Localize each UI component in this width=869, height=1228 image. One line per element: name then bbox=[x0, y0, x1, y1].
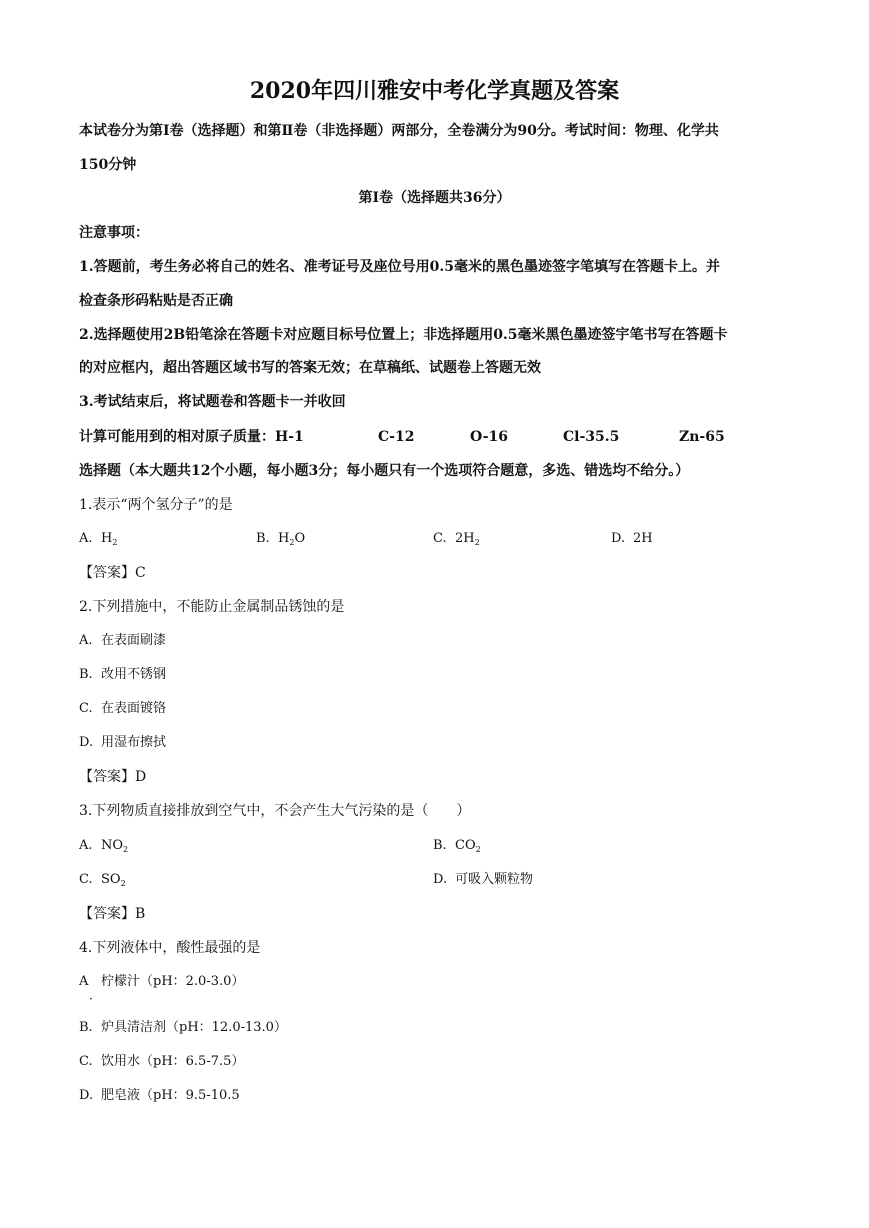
option-key: B. bbox=[256, 531, 270, 546]
option-text: SO bbox=[101, 872, 121, 887]
atomic-mass-c: C-12 bbox=[378, 429, 415, 445]
question-2-answer: 【答案】D bbox=[79, 769, 147, 785]
option-key: A. bbox=[79, 838, 93, 853]
question-1-option-d bbox=[611, 529, 653, 549]
option-tail: O bbox=[294, 531, 306, 546]
question-2-stem: 2.下列措施中，不能防止金属制品锈蚀的是 bbox=[79, 599, 345, 615]
question-3-option-d bbox=[433, 870, 533, 890]
option-subscript: 2 bbox=[123, 845, 129, 854]
option-text: CO bbox=[455, 838, 476, 853]
question-1-option-c bbox=[433, 529, 480, 549]
option-text: H bbox=[101, 531, 113, 546]
option-text: 在表面刷漆 bbox=[101, 633, 167, 648]
atomic-mass-cl: Cl-35.5 bbox=[563, 429, 620, 445]
note-2-line-2: 的对应框内，超出答题区域书写的答案无效；在草稿纸、试题卷上答题无效 bbox=[79, 360, 541, 376]
stray-dot-mark: · bbox=[89, 992, 93, 1006]
question-3-answer: 【答案】B bbox=[79, 906, 146, 922]
question-4-stem: 4.下列液体中，酸性最强的是 bbox=[79, 940, 261, 956]
option-key: A. bbox=[79, 633, 93, 648]
option-text: 肥皂液（pH：9.5-10.5 bbox=[101, 1088, 240, 1103]
question-4-option-a bbox=[79, 972, 244, 992]
option-key: D. bbox=[611, 531, 626, 546]
intro-line-2: 150分钟 bbox=[79, 157, 137, 173]
choice-section-intro: 选择题（本大题共12个小题，每小题3分；每小题只有一个选项符合题意，多选、错选均不给分。） bbox=[79, 463, 690, 479]
option-key: D. bbox=[79, 735, 94, 750]
question-4-option-c bbox=[79, 1052, 244, 1072]
question-3-option-c bbox=[79, 870, 126, 890]
option-key: B. bbox=[433, 838, 447, 853]
option-text: 柠檬汁（pH：2.0-3.0） bbox=[101, 974, 245, 989]
option-subscript: 2 bbox=[289, 538, 295, 547]
option-subscript: 2 bbox=[475, 845, 481, 854]
question-1-stem: 1.表示“两个氢分子”的是 bbox=[79, 497, 233, 513]
section-heading: 第Ⅰ卷（选择题共36分） bbox=[358, 190, 511, 206]
question-1-option-b bbox=[256, 529, 305, 549]
option-text: 改用不锈钢 bbox=[101, 667, 167, 682]
question-2-option-c bbox=[79, 699, 166, 719]
option-text: 在表面镀铬 bbox=[101, 701, 167, 716]
question-3-stem: 3.下列物质直接排放到空气中，不会产生大气污染的是（ ） bbox=[79, 803, 471, 819]
option-key: D. bbox=[433, 872, 448, 887]
question-2-option-a bbox=[79, 631, 166, 651]
atomic-mass-zn: Zn-65 bbox=[679, 429, 725, 445]
option-subscript: 2 bbox=[474, 538, 480, 547]
question-1-option-a bbox=[79, 529, 117, 549]
question-2-option-b bbox=[79, 665, 166, 685]
option-key: C. bbox=[433, 531, 447, 546]
note-3: 3.考试结束后，将试题卷和答题卡一并收回 bbox=[79, 394, 346, 410]
option-text: 饮用水（pH：6.5-7.5） bbox=[101, 1054, 245, 1069]
option-text: NO bbox=[101, 838, 124, 853]
option-subscript: 2 bbox=[112, 538, 118, 547]
note-1-line-2: 检查条形码粘贴是否正确 bbox=[79, 293, 233, 309]
option-key: B. bbox=[79, 1020, 93, 1035]
document-title: 2020年四川雅安中考化学真题及答案 bbox=[249, 78, 620, 104]
option-key: C. bbox=[79, 1054, 93, 1069]
question-4-option-d bbox=[79, 1086, 240, 1106]
option-text: H bbox=[278, 531, 290, 546]
option-key: A. bbox=[79, 531, 93, 546]
option-key: D. bbox=[79, 1088, 94, 1103]
question-1-answer: 【答案】C bbox=[79, 565, 146, 581]
option-text: 2H bbox=[633, 531, 653, 546]
question-3-option-a bbox=[79, 836, 128, 856]
option-text: 可吸入颗粒物 bbox=[455, 872, 534, 887]
option-text: 2H bbox=[455, 531, 475, 546]
option-text: 用湿布擦拭 bbox=[101, 735, 167, 750]
option-text: 炉具清洁剂（pH：12.0-13.0） bbox=[101, 1020, 287, 1035]
option-key: A bbox=[79, 974, 89, 989]
atomic-mass-label: 计算可能用到的相对原子质量：H-1 bbox=[79, 429, 304, 445]
note-2-line-1: 2.选择题使用2B铅笔涂在答题卡对应题目标号位置上；非选择题用0.5毫米黑色墨迹签宇笔书写在答题卡 bbox=[79, 327, 728, 343]
intro-line-1: 本试卷分为第Ⅰ卷（选择题）和第Ⅱ卷（非选择题）两部分，全卷满分为90分。考试时间：物理、化学共 bbox=[79, 123, 719, 139]
note-1-line-1: 1.答题前，考生务必将自己的姓名、准考证号及座位号用0.5毫米的黑色墨迹签字笔填写在答题卡上。并 bbox=[79, 259, 720, 275]
question-3-option-b bbox=[433, 836, 481, 856]
option-subscript: 2 bbox=[120, 879, 126, 888]
atomic-mass-o: O-16 bbox=[470, 429, 509, 445]
option-key: B. bbox=[79, 667, 93, 682]
question-4-option-b bbox=[79, 1018, 287, 1038]
option-key: C. bbox=[79, 872, 93, 887]
question-2-option-d bbox=[79, 733, 166, 753]
notes-heading: 注意事项： bbox=[79, 225, 149, 241]
option-key: C. bbox=[79, 701, 93, 716]
